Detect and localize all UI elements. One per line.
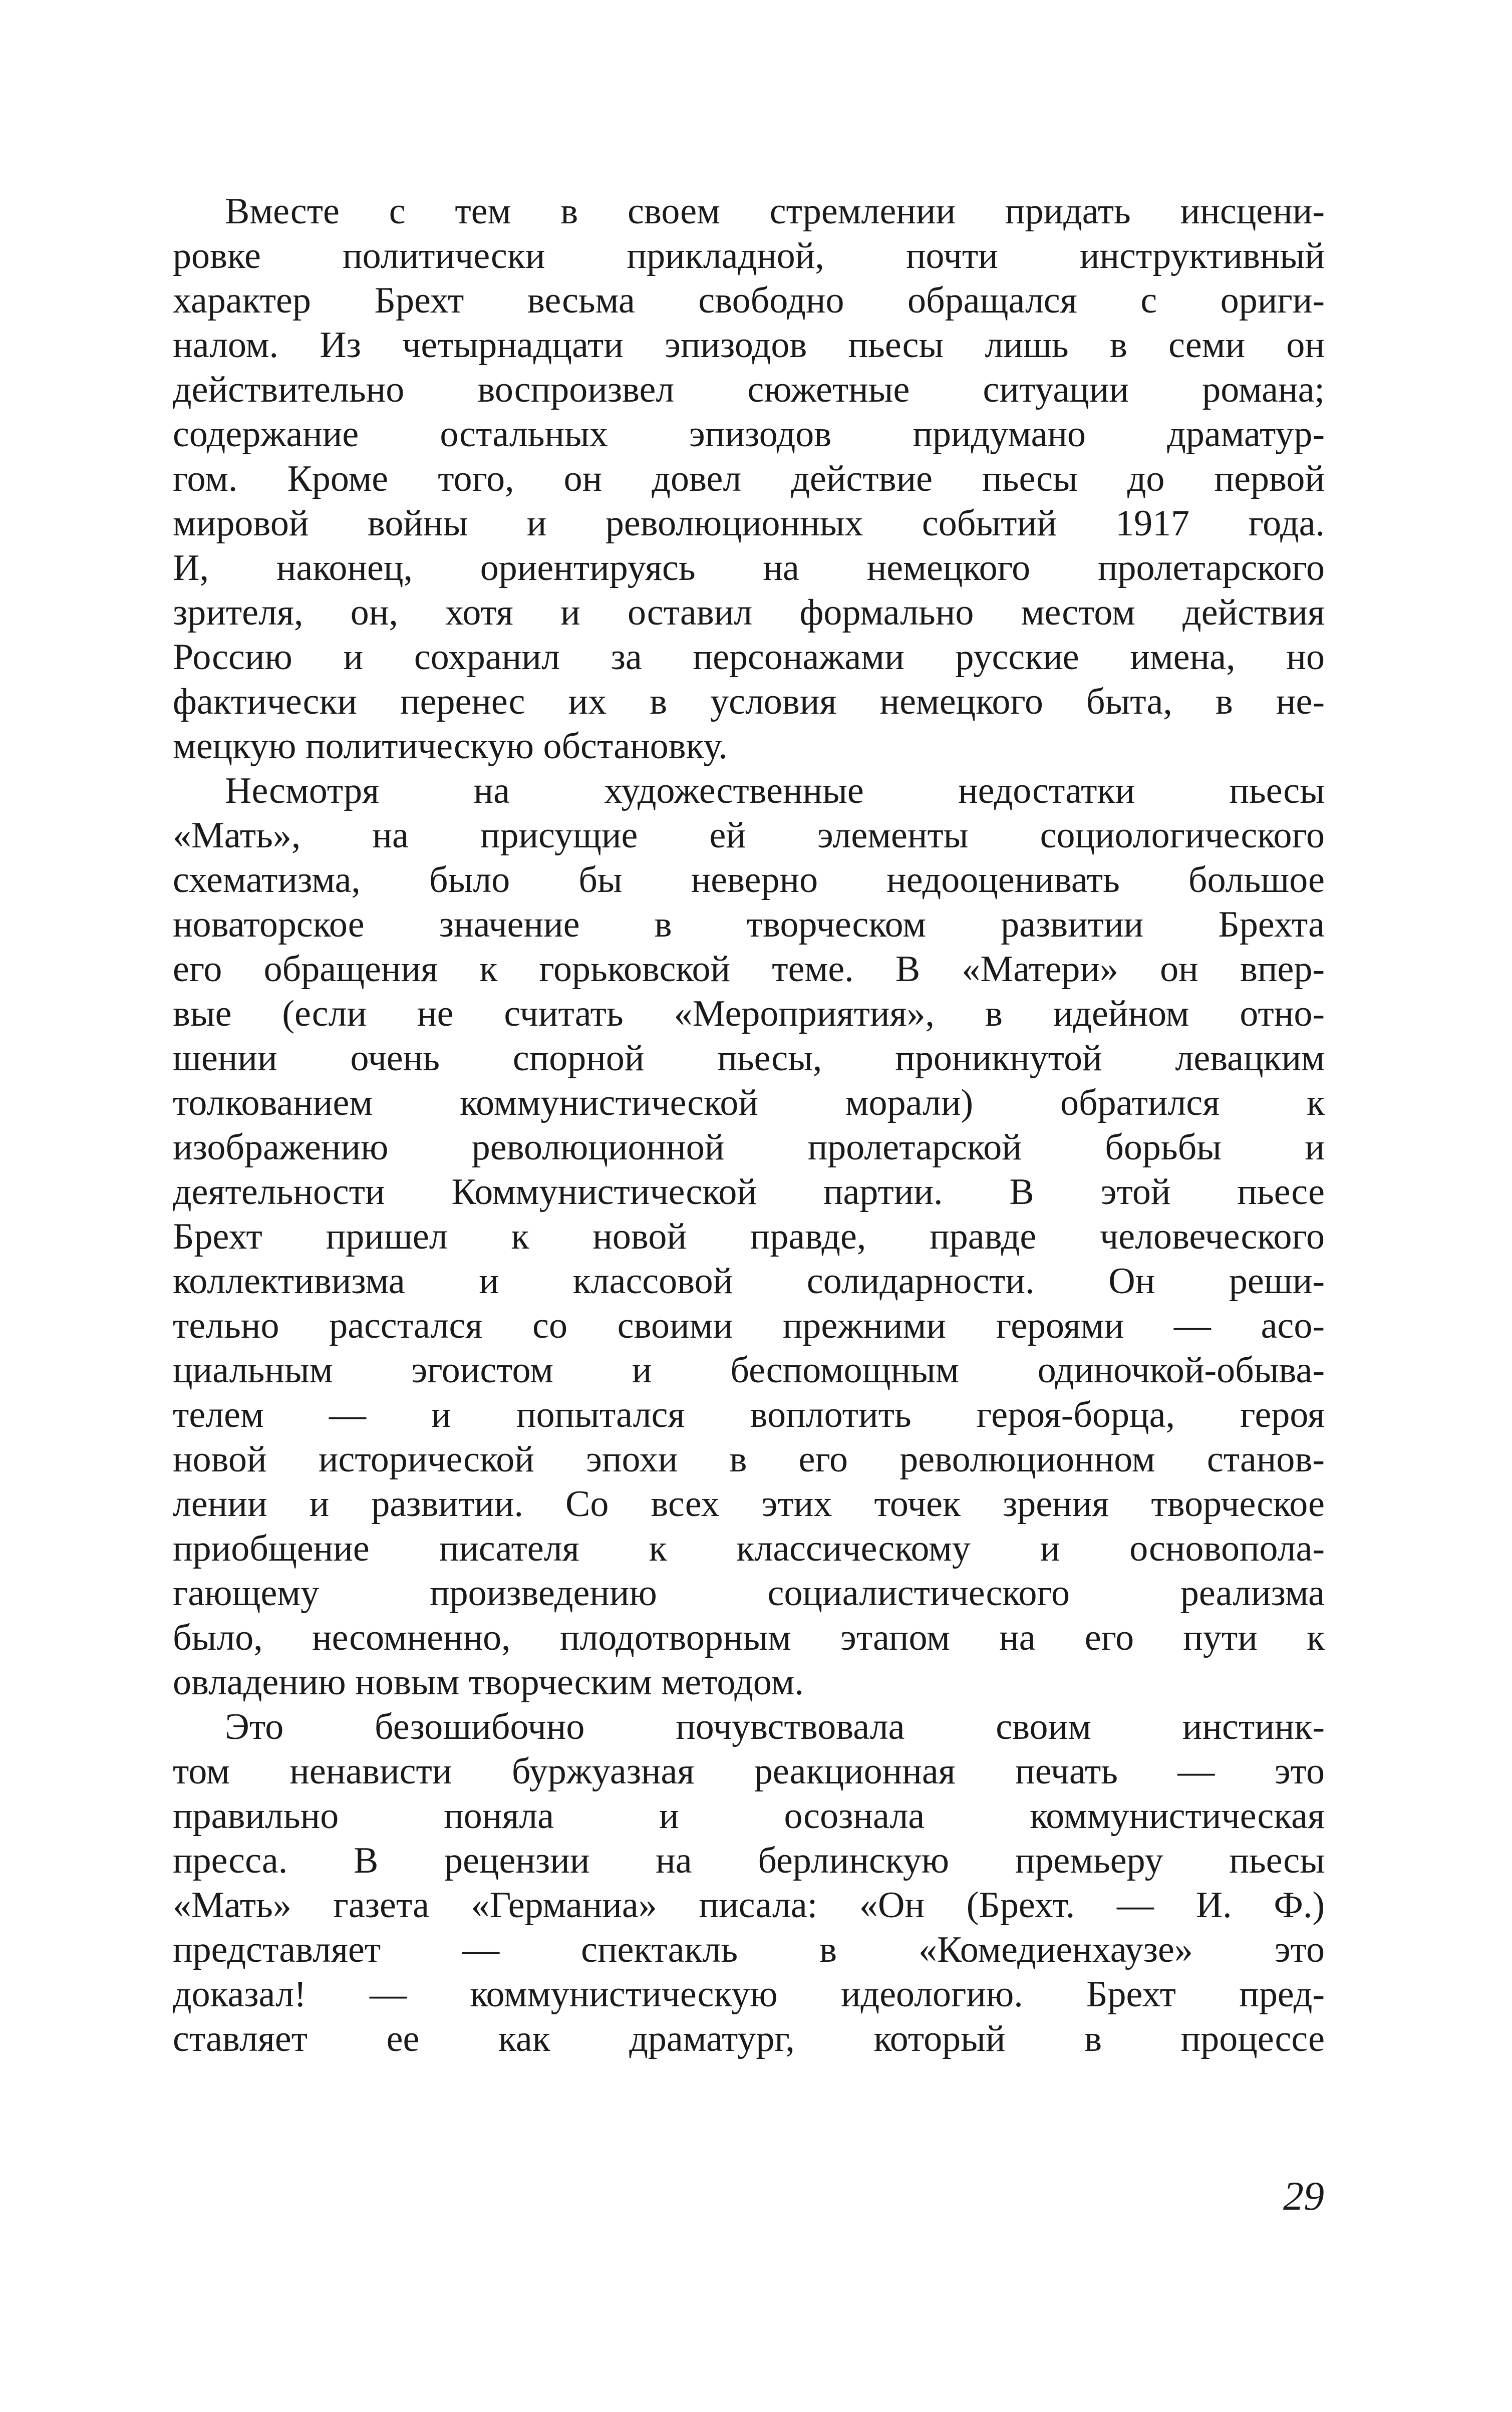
text-line: приобщение писателя к классическому и основопола- [173, 1528, 1325, 1569]
text-line: гом. Кроме того, он довел действие пьесы до первой [173, 458, 1325, 499]
text-line: представляет — спектакль в «Комедиенхаузе» это [173, 1929, 1325, 1970]
text-line: деятельности Коммунистической партии. В этой пьесе [173, 1171, 1325, 1213]
text-line: Брехт пришел к новой правде, правде человеческого [173, 1216, 1325, 1257]
page-number: 29 [1283, 2173, 1324, 2219]
text-line: доказал! — коммунистическую идеологию. Брехт пред- [173, 1974, 1325, 2015]
text-line: гающему произведению социалистического реализма [173, 1573, 1325, 1614]
text-line: «Мать», на присущие ей элементы социологического [173, 815, 1325, 856]
text-line: новаторское значение в творческом развитии Брехта [173, 904, 1325, 945]
text-line: коллективизма и классовой солидарности. Он реши- [173, 1261, 1325, 1302]
text-line: мировой войны и революционных событий 1917 года. [173, 503, 1325, 544]
text-line: «Мать» газета «Германиа» писала: «Он (Брехт. — И. Ф.) [173, 1885, 1325, 1926]
text-line: толкованием коммунистической морали) обратился к [173, 1082, 1325, 1123]
text-line: лении и развитии. Со всех этих точек зрения творческое [173, 1483, 1325, 1525]
text-line: вые (если не считать «Мероприятия», в идейном отно- [173, 993, 1325, 1034]
text-line: Россию и сохранил за персонажами русские имена, но [173, 637, 1325, 678]
paragraph-2 [173, 769, 1325, 1705]
body-text [173, 189, 1325, 2061]
text-line: зрителя, он, хотя и оставил формально местом действия [173, 592, 1325, 633]
text-line: Вместе с тем в своем стремлении придать инсцени- [225, 191, 1325, 232]
text-line: его обращения к горьковской теме. В «Матери» он впер- [173, 949, 1325, 990]
text-line: тельно расстался со своими прежними героями — асо- [173, 1305, 1325, 1346]
text-line: овладению новым творческим методом. [173, 1662, 804, 1703]
text-line: Это безошибочно почувствовала своим инстинк- [225, 1706, 1325, 1747]
text-line: характер Брехт весьма свободно обращался с ориги- [173, 280, 1325, 321]
text-line: содержание остальных эпизодов придумано драматур- [173, 414, 1325, 455]
text-line: налом. Из четырнадцати эпизодов пьесы лишь в семи он [173, 325, 1325, 366]
text-line: действительно воспроизвел сюжетные ситуации романа; [173, 369, 1325, 410]
text-line: ровке политически прикладной, почти инструктивный [173, 235, 1325, 276]
text-line: телем — и попытался воплотить героя-борца, героя [173, 1394, 1325, 1435]
text-line: том ненависти буржуазная реакционная печать — это [173, 1751, 1325, 1792]
text-line: фактически перенес их в условия немецкого быта, в не- [173, 681, 1325, 722]
text-line: пресса. В рецензии на берлинскую премьеру пьесы [173, 1840, 1325, 1881]
text-line: циальным эгоистом и беспомощным одиночкой-обыва- [173, 1350, 1325, 1391]
text-line: ставляет ее как драматург, который в процессе [173, 2018, 1325, 2059]
text-line: новой исторической эпохи в его революционном станов- [173, 1439, 1325, 1480]
paragraph-3 [173, 1705, 1325, 2061]
text-line: шении очень спорной пьесы, проникнутой левацким [173, 1038, 1325, 1079]
text-line: Несмотря на художественные недостатки пьесы [225, 770, 1325, 811]
text-line: изображению революционной пролетарской борьбы и [173, 1127, 1325, 1168]
text-line: было, несомненно, плодотворным этапом на его пути к [173, 1617, 1325, 1658]
text-line: мецкую политическую обстановку. [173, 726, 728, 767]
paragraph-1 [173, 189, 1325, 769]
text-line: И, наконец, ориентируясь на немецкого пролетарского [173, 547, 1325, 588]
text-line: правильно поняла и осознала коммунистическая [173, 1795, 1325, 1837]
text-line: схематизма, было бы неверно недооценивать большое [173, 859, 1325, 900]
